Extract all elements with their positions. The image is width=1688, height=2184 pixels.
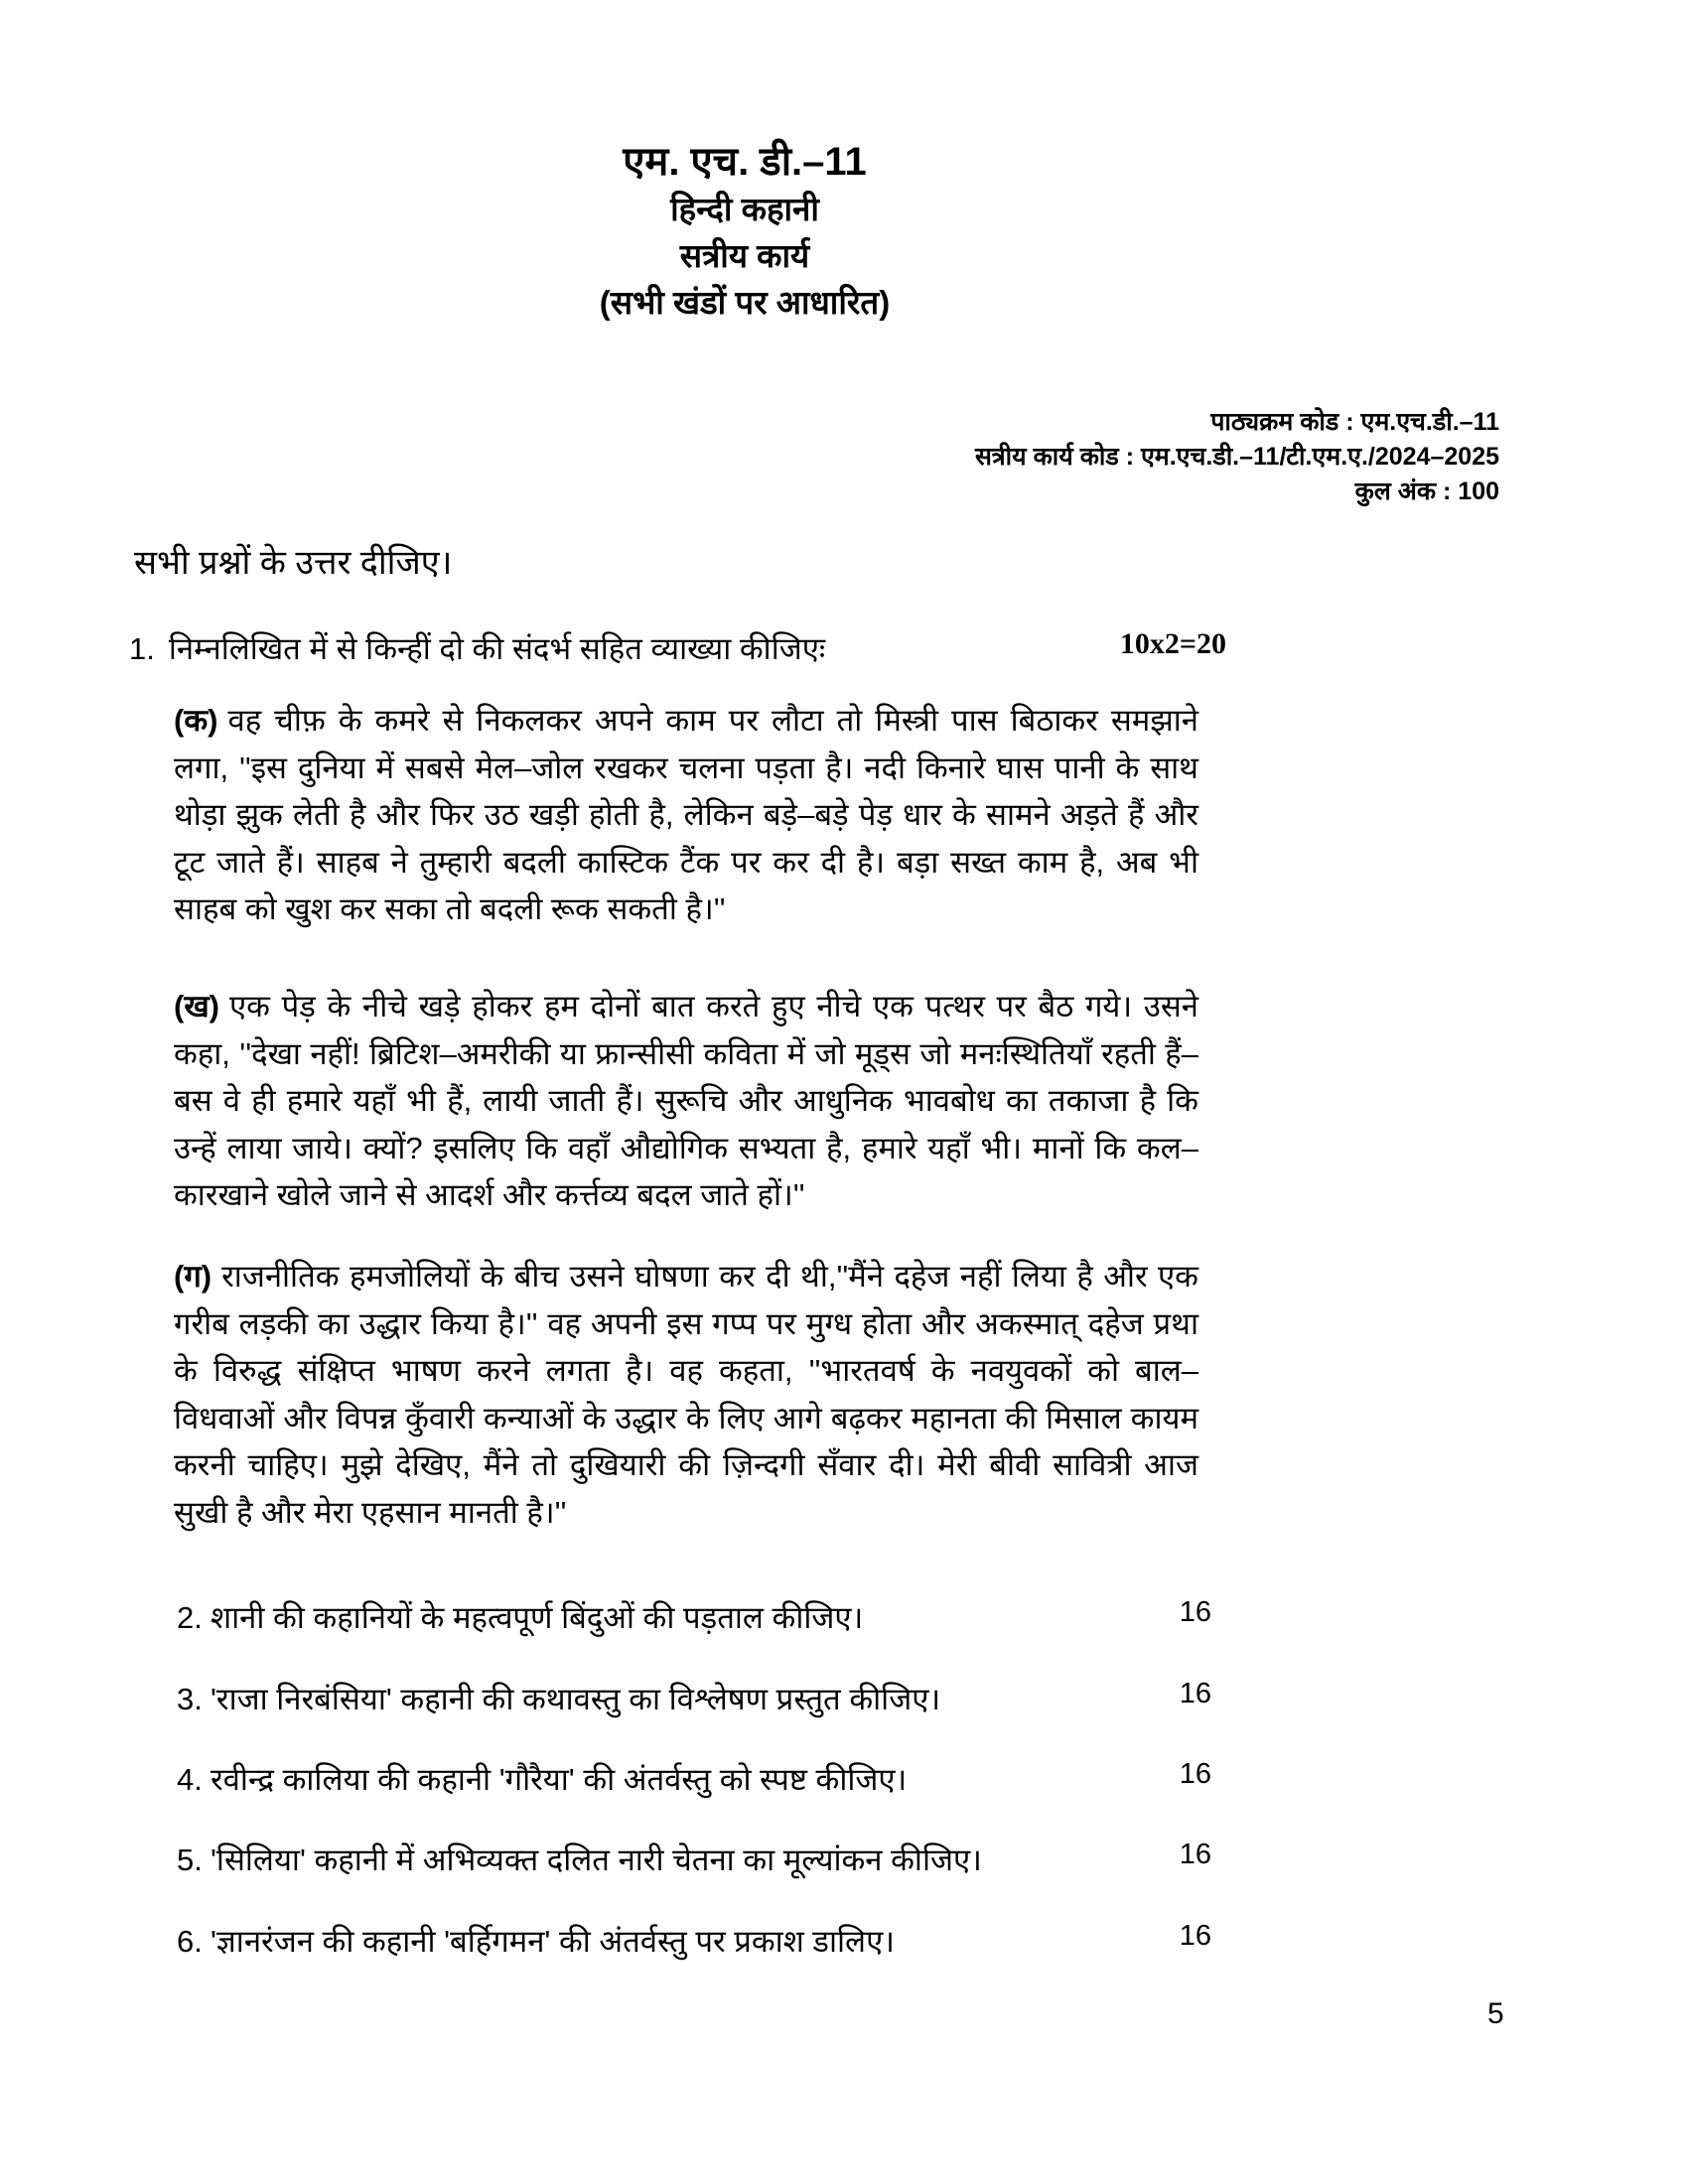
passage-ka-text: वह चीफ़ के कमरे से निकलकर अपने काम पर लौटा तो मिस्त्री पास बिठाकर समझाने लगा, ''इस दुनिया में सबसे मेल–जोल रखकर चलना पड़ता है। नदी किनारे घास पानी के साथ थोड़ा झुक लेती है और फिर उठ खड़ी होती है, लेकिन बड़े–बड़े पेड़ धार के सामने अड़ते हैं और टूट जाते हैं। साहब ने तुम्हारी बदली कास्टिक टैंक पर कर दी है। बड़ा सख्त काम है, अब भी साहब को खुश कर सका तो बदली रूक सकती है।''	[174, 703, 1198, 926]
passage-kha-label: (ख)	[174, 989, 220, 1024]
question-6-text: 'ज्ञानरंजन की कहानी 'बर्हिगमन' की अंतर्वस्तु पर प्रकाश डालिए।	[211, 1924, 895, 1959]
question-4-text: रवीन्द्र कालिया की कहानी 'गौरैया' की अंतर्वस्तु को स्पष्ट कीजिए।	[211, 1762, 908, 1797]
passage-ga-label: (ग)	[174, 1259, 212, 1294]
passage-ga-text: राजनीतिक हमजोलियों के बीच उसने घोषणा कर दी थी,''मैंने दहेज नहीं लिया है और एक गरीब लड़की का उद्धार किया है।'' वह अपनी इस गप्प पर मुग्ध होता और अकस्मात् दहेज प्रथा के विरुद्ध संक्षिप्त भाषण करने लगता है। वह कहता, ''भारतवर्ष के नवयुवकों को बाल–विधवाओं और विपन्न कुँवारी कन्याओं के उद्धार के लिए आगे बढ़कर महानता की मिसाल कायम करनी चाहिए। मुझे देखिए, मैंने तो दुखियारी की ज़िन्दगी सँवार दी। मेरी बीवी सावित्री आज सुखी है और मेरा एहसान मानती है।''	[174, 1259, 1198, 1530]
passage-ga	[174, 1253, 1198, 1536]
question-6-marks: 16	[1179, 1920, 1211, 1952]
total-marks: कुल अंक : 100	[1354, 478, 1499, 505]
passage-kha	[174, 983, 1198, 1219]
page-number: 5	[1487, 1997, 1504, 2030]
question-1-text: निम्नलिखित में से किन्हीं दो की संदर्भ सहित व्याख्या कीजिएः	[168, 631, 826, 666]
question-4-number: 4.	[177, 1762, 203, 1797]
question-2-marks: 16	[1179, 1596, 1211, 1628]
passage-ka-label: (क)	[174, 703, 218, 738]
coverage-note: (सभी खंडों पर आधारित)	[599, 284, 891, 321]
question-3-marks: 16	[1179, 1678, 1211, 1709]
general-instruction: सभी प्रश्नों के उत्तर दीजिए।	[134, 544, 453, 582]
question-5	[177, 1839, 1221, 1880]
question-2	[177, 1596, 1221, 1638]
passage-ka	[174, 697, 1198, 933]
question-1-heading	[129, 627, 1226, 669]
course-code: पाठ्यक्रम कोड : एम.एच.डी.–11	[1210, 408, 1499, 436]
assignment-code: सत्रीय कार्य कोड : एम.एच.डी.–11/टी.एम.ए./2024–2025	[974, 443, 1499, 471]
question-2-number: 2.	[177, 1600, 203, 1635]
question-6	[177, 1920, 1221, 1962]
question-5-marks: 16	[1179, 1839, 1211, 1870]
question-5-text: 'सिलिया' कहानी में अभिव्यक्त दलित नारी चेतना का मूल्यांकन कीजिए।	[211, 1843, 982, 1877]
paper-header	[268, 139, 1221, 326]
question-4	[177, 1758, 1221, 1800]
question-2-text: शानी की कहानियों के महत्वपूर्ण बिंदुओं की पड़ताल कीजिए।	[211, 1600, 864, 1635]
question-6-number: 6.	[177, 1924, 203, 1959]
question-3	[177, 1678, 1221, 1719]
question-4-marks: 16	[1179, 1758, 1211, 1790]
question-3-number: 3.	[177, 1682, 203, 1716]
question-1-number: 1.	[129, 631, 155, 666]
question-3-text: 'राजा निरबंसिया' कहानी की कथावस्तु का विश्लेषण प्रस्तुत कीजिए।	[211, 1682, 941, 1716]
assignment-meta	[975, 405, 1499, 509]
course-title: एम. एच. डी.–11	[623, 140, 867, 184]
assignment-type: सत्रीय कार्य	[679, 237, 810, 274]
passage-kha-text: एक पेड़ के नीचे खड़े होकर हम दोनों बात करते हुए नीचे एक पत्थर पर बैठ गये। उसने कहा, ''देखा नहीं! ब्रिटिश–अमरीकी या फ्रान्सीसी कविता में जो मूड्स जो मनःस्थितियाँ रहती हैं– बस वे ही हमारे यहाँ भी हैं, लायी जाती हैं। सुरूचि और आधुनिक भावबोध का तकाजा है कि उन्हें लाया जाये। क्यों? इसलिए कि वहाँ औद्योगिक सभ्यता है, हमारे यहाँ भी। मानों कि कल–कारखाने खोले जाने से आदर्श और कर्त्तव्य बदल जाते हों।''	[174, 989, 1198, 1212]
question-5-number: 5.	[177, 1843, 203, 1877]
subject-title: हिन्दी कहानी	[670, 191, 819, 227]
question-1-marks: 10x2=20	[1119, 627, 1226, 660]
